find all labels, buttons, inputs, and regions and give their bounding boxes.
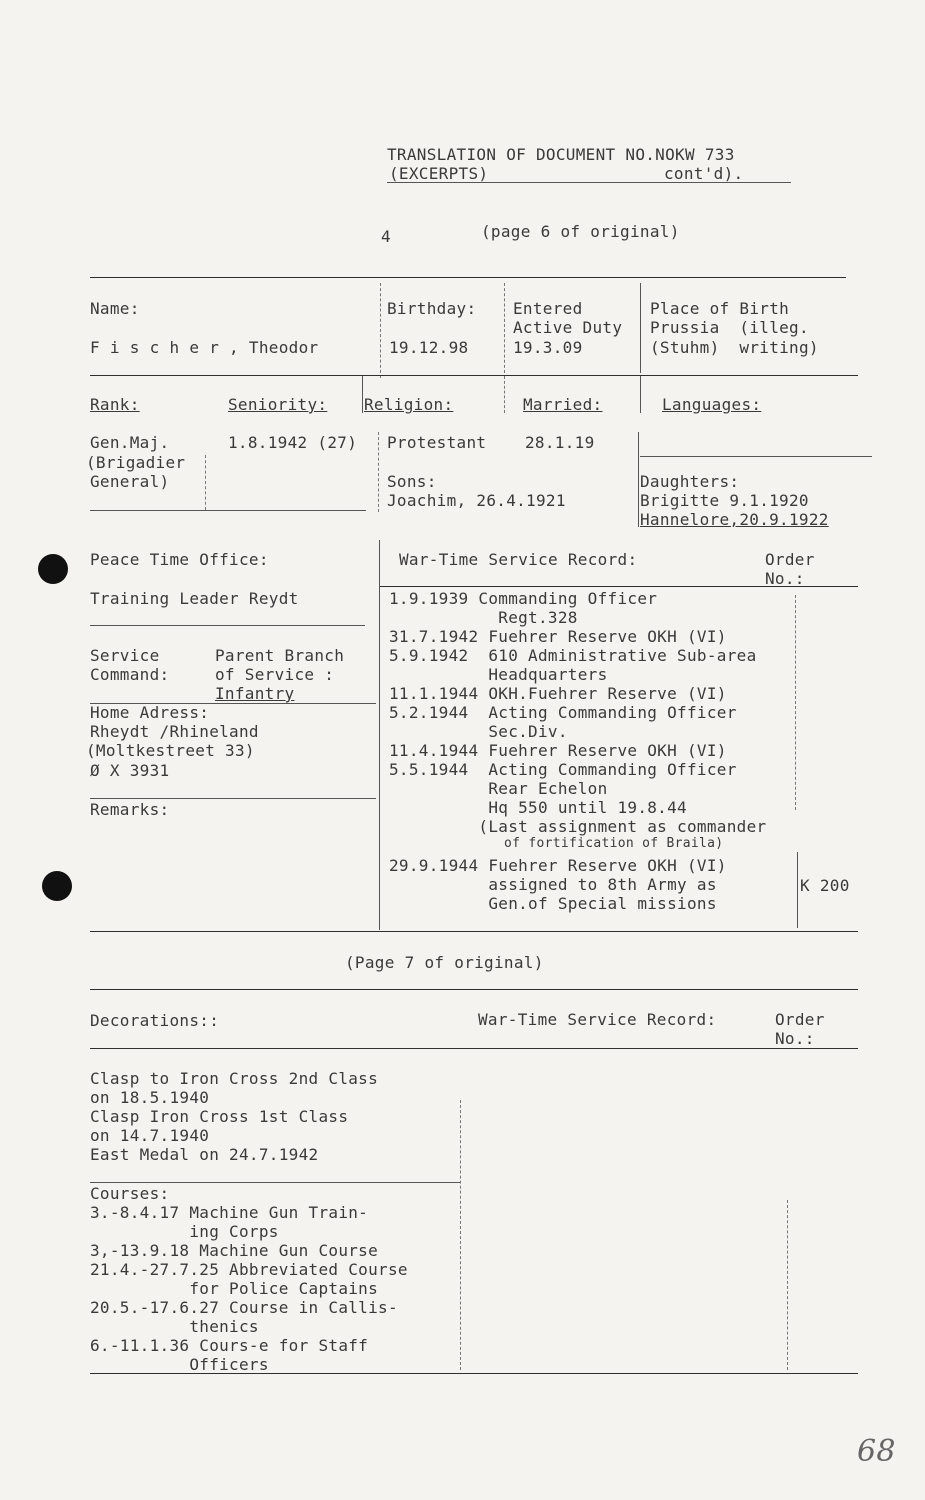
punch-hole-bottom — [42, 871, 72, 901]
married-label: Married: — [523, 395, 603, 414]
daughter-2: Hannelore,20.9.1922 — [640, 510, 829, 529]
course-line: 20.5.-17.6.27 Course in Callis- — [90, 1298, 398, 1317]
rank-value-2: (Brigadier — [86, 453, 186, 472]
page7-of-original: (Page 7 of original) — [345, 953, 544, 972]
courses-label: Courses: — [90, 1184, 170, 1203]
daughters-label: Daughters: — [640, 472, 740, 491]
decorations-label: Decorations:: — [90, 1011, 220, 1030]
course-line: 21.4.-27.7.25 Abbreviated Course — [90, 1260, 408, 1279]
course-line: 6.-11.1.36 Cours-e for Staff — [90, 1336, 369, 1355]
entered-value: 19.3.09 — [513, 338, 583, 357]
place-of-birth-value-1: Prussia (illeg. — [650, 318, 809, 337]
decoration-line: on 14.7.1940 — [90, 1126, 210, 1145]
languages-label: Languages: — [662, 395, 762, 414]
order-label-1: Order — [765, 550, 815, 569]
continued-label: cont'd). — [664, 164, 744, 183]
married-value: 28.1.19 — [525, 433, 595, 452]
service-command-label-1: Service — [90, 646, 160, 665]
remarks-label: Remarks: — [90, 800, 170, 819]
sons-label: Sons: — [387, 472, 437, 491]
seniority-label: Seniority: — [228, 395, 328, 414]
course-line: 3,-13.9.18 Machine Gun Course — [90, 1241, 379, 1260]
war-record-line: Sec.Div. — [389, 722, 568, 741]
war-record-line: 11.4.1944 Fuehrer Reserve OKH (VI) — [389, 741, 727, 760]
daughter-1: Brigitte 9.1.1920 — [640, 491, 809, 510]
war-record-line: 11.1.1944 OKH.Fuehrer Reserve (VI) — [389, 684, 727, 703]
seniority-value: 1.8.1942 (27) — [228, 433, 358, 452]
page7-war-record-label: War-Time Service Record: — [478, 1010, 717, 1029]
entered-label-2: Active Duty — [513, 318, 623, 337]
page-of-original: (page 6 of original) — [481, 222, 680, 241]
page7-order-label-2: No.: — [775, 1029, 815, 1048]
handwritten-page-number: 68 — [857, 1434, 896, 1469]
home-address-line-3: Ø X 3931 — [90, 761, 170, 780]
service-command-label-2: Command: — [90, 665, 170, 684]
war-record-line: Gen.of Special missions — [389, 894, 717, 913]
page-number: 4 — [381, 227, 391, 246]
religion-value: Protestant — [387, 433, 487, 452]
peace-office-value: Training Leader Reydt — [90, 589, 299, 608]
home-address-label: Home Adress: — [90, 703, 210, 722]
punch-hole-top — [38, 554, 68, 584]
war-record-line: 5.2.1944 Acting Commanding Officer — [389, 703, 737, 722]
war-record-line: 1.9.1939 Commanding Officer — [389, 589, 658, 608]
page7-order-label-1: Order — [775, 1010, 825, 1029]
decoration-line: Clasp to Iron Cross 2nd Class — [90, 1069, 379, 1088]
course-line: for Police Captains — [90, 1279, 379, 1298]
place-of-birth-value-2: (Stuhm) writing) — [650, 338, 819, 357]
rank-value-3: General) — [90, 472, 170, 491]
rank-label: Rank: — [90, 395, 140, 414]
parent-branch-label-2: of Service : — [215, 665, 335, 684]
decoration-line: East Medal on 24.7.1942 — [90, 1145, 319, 1164]
sons-value: Joachim, 26.4.1921 — [387, 491, 566, 510]
home-address-line-2: (Moltkestreet 33) — [86, 741, 255, 760]
parent-branch-value: Infantry — [215, 684, 295, 703]
war-record-line: 5.9.1942 610 Administrative Sub-area — [389, 646, 757, 665]
birthday-label: Birthday: — [387, 299, 477, 318]
war-record-line: Headquarters — [389, 665, 608, 684]
place-of-birth-label: Place of Birth — [650, 299, 790, 318]
war-record-line: assigned to 8th Army as — [389, 875, 717, 894]
course-line: thenics — [90, 1317, 259, 1336]
parent-branch-label-1: Parent Branch — [215, 646, 345, 665]
religion-label: Religion: — [364, 395, 454, 414]
order-label-2: No.: — [765, 569, 805, 588]
peace-office-label: Peace Time Office: — [90, 550, 269, 569]
decoration-line: Clasp Iron Cross 1st Class — [90, 1107, 349, 1126]
course-line: 3.-8.4.17 Machine Gun Train- — [90, 1203, 369, 1222]
name-label: Name: — [90, 299, 140, 318]
war-record-line: 5.5.1944 Acting Commanding Officer — [389, 760, 737, 779]
war-record-line: 31.7.1942 Fuehrer Reserve OKH (VI) — [389, 627, 727, 646]
war-record-line: Rear Echelon — [389, 779, 608, 798]
home-address-line-1: Rheydt /Rhineland — [90, 722, 259, 741]
war-record-line: Regt.328 — [389, 608, 578, 627]
war-record-line: Hq 550 until 19.8.44 — [389, 798, 687, 817]
excerpts-label: (EXCERPTS) — [389, 164, 489, 183]
war-record-line: (Last assignment as commander — [389, 817, 767, 836]
decoration-line: on 18.5.1940 — [90, 1088, 210, 1107]
rank-value-1: Gen.Maj. — [90, 433, 170, 452]
order-number: K 200 — [800, 876, 850, 895]
name-value: F i s c h e r , Theodor — [90, 338, 319, 357]
war-record-fortification: of fortification of Braila) — [504, 836, 724, 851]
entered-label-1: Entered — [513, 299, 583, 318]
doc-title: TRANSLATION OF DOCUMENT NO.NOKW 733 — [387, 145, 735, 164]
course-line: Officers — [90, 1355, 269, 1374]
war-record-line: 29.9.1944 Fuehrer Reserve OKH (VI) — [389, 856, 727, 875]
war-record-label: War-Time Service Record: — [399, 550, 638, 569]
birthday-value: 19.12.98 — [389, 338, 469, 357]
course-line: ing Corps — [90, 1222, 279, 1241]
